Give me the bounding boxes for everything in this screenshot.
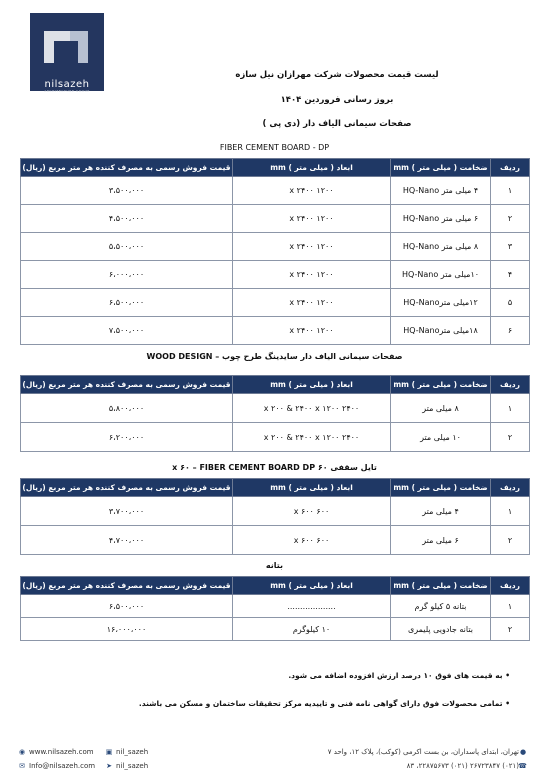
table-row: [21, 261, 530, 289]
table-header-row: [21, 376, 530, 394]
price-table-putty: [20, 576, 530, 641]
dimensions-cell: ۱۲۰۰ x ۲۴۰۰: [233, 317, 391, 345]
col-header-dimensions: ابعاد ( میلی متر ) mm: [233, 577, 391, 595]
section-title-ceiling-tile: تایل سقفی ۶۰ x ۶۰ – FIBER CEMENT BOARD DP: [172, 463, 377, 472]
row-number: ۲: [491, 423, 530, 452]
phone-icon: ☎: [518, 762, 527, 770]
thickness-cell: ۶ میلی متر: [391, 526, 491, 555]
logo-tagline: ARCHITECTURE GROUP: [44, 89, 90, 93]
instagram-icon: ▣: [105, 748, 113, 756]
dimensions-cell: ۱۲۰۰ x ۲۴۰۰: [233, 261, 391, 289]
table-header-row: [21, 159, 530, 177]
footer-email[interactable]: [18, 762, 95, 770]
thickness-cell: ۶ میلی متر HQ-Nano: [391, 205, 491, 233]
thickness-cell: ۱۸میلی مترHQ-Nano: [391, 317, 491, 345]
section-title-putty: بتانه: [265, 561, 284, 570]
thickness-cell: ۴ میلی متر HQ-Nano: [391, 177, 491, 205]
thickness-cell: بتانه جادویی پلیمری: [391, 618, 491, 641]
price-cell: ۶،۲۰۰،۰۰۰: [21, 423, 233, 452]
thickness-cell: ۸ میلی متر: [391, 394, 491, 423]
price-cell: ۷،۵۰۰،۰۰۰: [21, 317, 233, 345]
price-cell: ۳،۵۰۰،۰۰۰: [21, 177, 233, 205]
footer-address: [300, 748, 530, 756]
table-header-row: [21, 577, 530, 595]
product-category-title: صفحات سیمانی الیاف دار (دی پی ): [262, 119, 412, 129]
dimensions-cell: ۱۲۰۰ x ۲۴۰۰: [233, 289, 391, 317]
row-number: ۱: [491, 177, 530, 205]
thickness-cell: ۱۲میلی مترHQ-Nano: [391, 289, 491, 317]
price-cell: ۵،۵۰۰،۰۰۰: [21, 233, 233, 261]
col-header-thickness: ضخامت ( میلی متر ) mm: [391, 159, 491, 177]
col-header-thickness: ضخامت ( میلی متر ) mm: [391, 479, 491, 497]
price-cell: ۴،۵۰۰،۰۰۰: [21, 205, 233, 233]
col-header-dimensions: ابعاد ( میلی متر ) mm: [233, 479, 391, 497]
row-number: ۶: [491, 317, 530, 345]
table-row: [21, 177, 530, 205]
price-cell: ۱۶،۰۰۰،۰۰۰: [21, 618, 233, 641]
dimensions-cell: ۲۴۰۰ x ۲۰۰ & ۲۴۰۰ x ۱۲۰۰: [233, 394, 391, 423]
phone-text: (۰۲۱) ۲۶۷۲۳۸۴۷ (۰۲۱) ۲۲۸۷۵۶۷۳، ۸۳: [406, 762, 519, 770]
footer-telegram[interactable]: [105, 762, 148, 770]
row-number: ۲: [491, 205, 530, 233]
price-cell: ۳،۷۰۰،۰۰۰: [21, 497, 233, 526]
col-header-row-number: ردیف: [491, 577, 530, 595]
row-number: ۲: [491, 526, 530, 555]
instagram-text: nil_sazeh: [116, 748, 149, 756]
table-row: [21, 233, 530, 261]
dimensions-cell: ۲۴۰۰ x ۲۰۰ & ۲۴۰۰ x ۱۲۰۰: [233, 423, 391, 452]
price-cell: ۶،۵۰۰،۰۰۰: [21, 289, 233, 317]
telegram-text: nil_sazeh: [116, 762, 149, 770]
logo-name: nilsazeh: [44, 79, 90, 90]
document-title: لیست قیمت محصولات شرکت مهرازان نیل سازه: [235, 70, 439, 80]
table-row: [21, 394, 530, 423]
col-header-thickness: ضخامت ( میلی متر ) mm: [391, 577, 491, 595]
row-number: ۲: [491, 618, 530, 641]
email-text: Info@nilsazeh.com: [29, 762, 96, 770]
row-number: ۵: [491, 289, 530, 317]
dimensions-cell: ۱۰ کیلوگرم: [233, 618, 391, 641]
dimensions-cell: ۱۲۰۰ x ۲۴۰۰: [233, 233, 391, 261]
table-row: [21, 317, 530, 345]
price-cell: ۶،۵۰۰،۰۰۰: [21, 595, 233, 618]
row-number: ۱: [491, 497, 530, 526]
address-text: تهران، ابتدای پاسداران، بن بست اکرمی (کوکب)، پلاک ۱۲، واحد ۷: [327, 748, 519, 756]
footer-instagram[interactable]: [105, 748, 148, 756]
thickness-cell: ۱۰ میلی متر: [391, 423, 491, 452]
website-text: www.nilsazeh.com: [29, 748, 94, 756]
table-header-row: [21, 479, 530, 497]
row-number: ۱: [491, 595, 530, 618]
row-number: ۱: [491, 394, 530, 423]
thickness-cell: ۴ میلی متر: [391, 497, 491, 526]
globe-icon: ◉: [18, 748, 26, 756]
thickness-cell: ۸ میلی متر HQ-Nano: [391, 233, 491, 261]
price-table-wood-design: [20, 375, 530, 452]
note-vat: • به قیمت های فوق ۱۰ درصد ارزش افزوده اضافه می شود.: [288, 671, 510, 680]
footer-website[interactable]: [18, 748, 94, 756]
footer-phone: [300, 762, 530, 770]
note-certification: • تمامی محصولات فوق دارای گواهی نامه فنی و تاییدیه مرکز تحقیقات ساختمان و مسکن می باشند.: [138, 699, 510, 708]
email-icon: ✉: [19, 762, 25, 770]
dimensions-cell: ۶۰۰ x ۶۰۰: [233, 526, 391, 555]
section-title-wood-design: صفحات سیمانی الیاف دار سایدینگ طرح چوب – WOOD DESIGN: [146, 352, 403, 361]
row-number: ۳: [491, 233, 530, 261]
col-header-dimensions: ابعاد ( میلی متر ) mm: [233, 159, 391, 177]
col-header-price: قیمت فروش رسمی به مصرف کننده هر متر مربع (ریال): [21, 577, 233, 595]
dimensions-cell: ...................: [233, 595, 391, 618]
col-header-dimensions: ابعاد ( میلی متر ) mm: [233, 376, 391, 394]
price-table-ceiling-tile: [20, 478, 530, 555]
dimensions-cell: ۶۰۰ x ۶۰۰: [233, 497, 391, 526]
price-cell: ۶،۰۰۰،۰۰۰: [21, 261, 233, 289]
price-table-fiber-cement: [20, 158, 530, 345]
price-cell: ۴،۷۰۰،۰۰۰: [21, 526, 233, 555]
table-row: [21, 526, 530, 555]
product-category-english: FIBER CEMENT BOARD - DP: [219, 143, 330, 152]
col-header-thickness: ضخامت ( میلی متر ) mm: [391, 376, 491, 394]
telegram-icon: ➤: [106, 762, 112, 770]
col-header-row-number: ردیف: [491, 376, 530, 394]
table-row: [21, 423, 530, 452]
col-header-row-number: ردیف: [491, 159, 530, 177]
thickness-cell: ۱۰میلی متر HQ-Nano: [391, 261, 491, 289]
col-header-row-number: ردیف: [491, 479, 530, 497]
table-row: [21, 205, 530, 233]
location-pin-icon: ●: [519, 748, 527, 756]
col-header-price: قیمت فروش رسمی به مصرف کننده هر متر مربع (ریال): [21, 479, 233, 497]
table-row: [21, 618, 530, 641]
thickness-cell: بتانه ۵ کیلو گرم: [391, 595, 491, 618]
dimensions-cell: ۱۲۰۰ x ۲۴۰۰: [233, 177, 391, 205]
row-number: ۴: [491, 261, 530, 289]
price-cell: ۵،۸۰۰،۰۰۰: [21, 394, 233, 423]
update-date: بروز رسانی فروردین ۱۴۰۴: [280, 95, 394, 105]
table-row: [21, 289, 530, 317]
table-row: [21, 497, 530, 526]
col-header-price: قیمت فروش رسمی به مصرف کننده هر متر مربع (ریال): [21, 159, 233, 177]
table-row: [21, 595, 530, 618]
col-header-price: قیمت فروش رسمی به مصرف کننده هر متر مربع (ریال): [21, 376, 233, 394]
dimensions-cell: ۱۲۰۰ x ۲۴۰۰: [233, 205, 391, 233]
